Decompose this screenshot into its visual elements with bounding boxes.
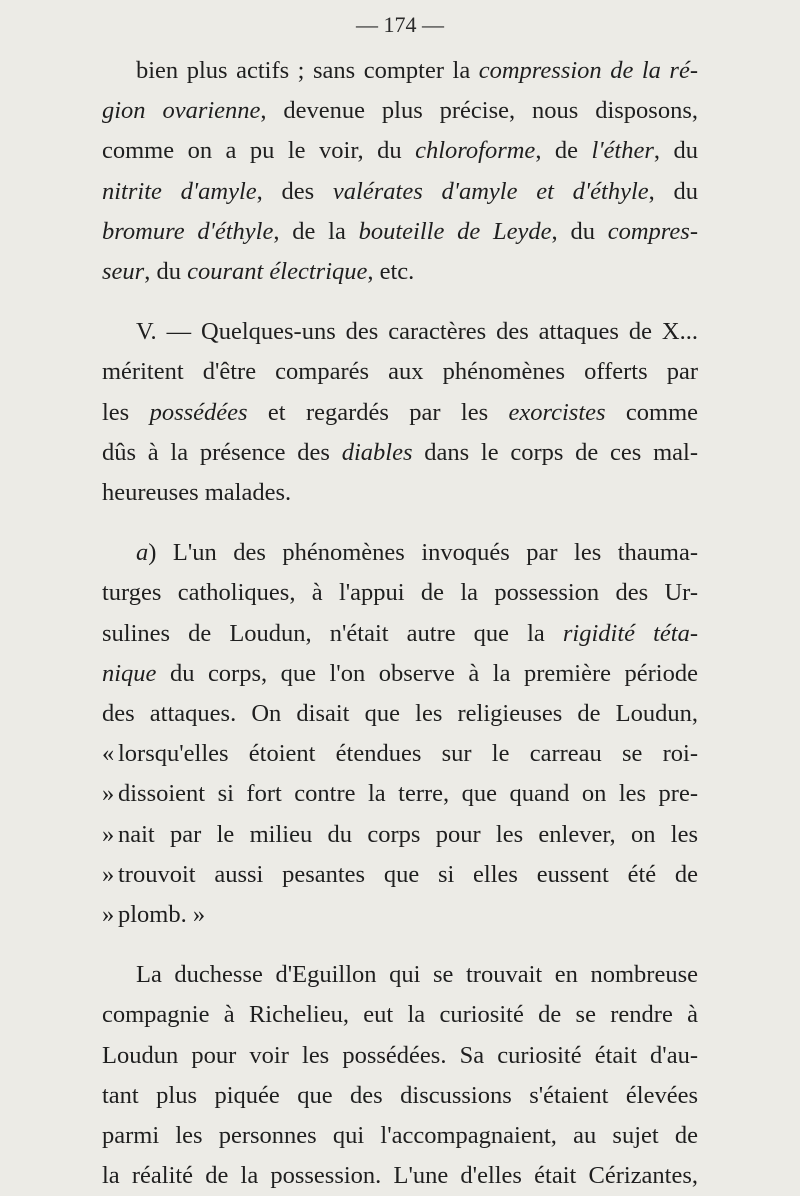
- text-run: des attaques. On disait que les religieuses de Loudun,: [102, 700, 698, 728]
- text-run: , etc.: [367, 258, 415, 286]
- text-line: [102, 473, 698, 513]
- text-run: heureuses malades.: [102, 479, 292, 507]
- text-run: les: [102, 398, 150, 426]
- text-line: [102, 815, 698, 855]
- text-run: plomb. »: [118, 901, 206, 929]
- page-header: — 174 —: [356, 12, 444, 37]
- text-run: , du: [144, 258, 188, 286]
- text-line: [102, 774, 698, 814]
- italic-term: a: [136, 539, 149, 567]
- text-line: [102, 995, 698, 1035]
- text-run: , du: [653, 137, 699, 165]
- text-run: bien plus actifs ; sans compter la: [136, 57, 479, 84]
- paragraph-gap: [102, 935, 698, 955]
- paragraph-gap: [102, 513, 698, 533]
- text-run: Loudun pour voir les possédées. Sa curiosité était d'au-: [102, 1041, 698, 1069]
- text-run: , des: [256, 177, 333, 205]
- italic-term: l'éther: [591, 137, 654, 165]
- text-run: dans le corps de ces mal-: [412, 438, 698, 466]
- italic-term: valérates d'amyle et d'éthyle: [332, 177, 649, 205]
- quote-mark: »: [102, 901, 115, 929]
- text-line: [102, 393, 698, 433]
- italic-term: possédées: [149, 398, 248, 426]
- text-line: [102, 694, 698, 734]
- text-line: [102, 734, 698, 774]
- text-line: [102, 1156, 698, 1196]
- text-line: [102, 533, 698, 573]
- text-line: [102, 955, 698, 995]
- text-line: [102, 573, 698, 613]
- text-line: [102, 51, 698, 91]
- text-line: [102, 131, 698, 171]
- quote-mark: »: [102, 860, 115, 888]
- text-run: , devenue plus précise, nous disposons,: [260, 97, 698, 125]
- italic-term: nitrite d'amyle: [102, 177, 257, 205]
- italic-term: compression de la ré-: [478, 57, 698, 84]
- paragraph-gap: [102, 292, 698, 312]
- text-run: nait par le milieu du corps pour les enlever, on les: [118, 820, 698, 848]
- text-line: [102, 91, 698, 131]
- text-line: [102, 1116, 698, 1156]
- italic-term: courant électrique: [187, 258, 368, 286]
- text-line: [102, 252, 698, 292]
- text-run: comme: [605, 398, 699, 426]
- text-run: sulines de Loudun, n'était autre que la: [102, 619, 563, 647]
- body-text: [102, 51, 698, 1196]
- text-line: [102, 1076, 698, 1116]
- italic-term: nique: [102, 659, 157, 687]
- text-line: [102, 312, 698, 352]
- text-line: [102, 172, 698, 212]
- text-line: [102, 614, 698, 654]
- text-line: [102, 855, 698, 895]
- text-run: parmi les personnes qui l'accompagnaient, au sujet de: [102, 1122, 698, 1150]
- italic-term: gion ovarienne: [102, 97, 261, 125]
- text-run: , du: [648, 177, 698, 205]
- text-run: , de: [535, 137, 592, 165]
- text-run: , de la: [273, 217, 359, 245]
- text-run: dissoient si fort contre la terre, que quand on les pre-: [118, 780, 698, 808]
- text-line: [102, 654, 698, 694]
- italic-term: rigidité téta-: [562, 619, 698, 647]
- text-run: trouvoit aussi pesantes que si elles eussent été de: [118, 860, 698, 888]
- italic-term: seur: [102, 258, 145, 286]
- text-run: comme on a pu le voir, du: [102, 137, 416, 165]
- text-run: turges catholiques, à l'appui de la possession des Ur-: [102, 579, 698, 607]
- quote-mark: «: [102, 740, 115, 768]
- italic-term: exorcistes: [508, 398, 606, 426]
- text-run: la réalité de la possession. L'une d'elles était Cérizantes,: [102, 1162, 698, 1190]
- italic-term: chloroforme: [415, 137, 536, 165]
- text-run: tant plus piquée que des discussions s'étaient élevées: [102, 1081, 698, 1109]
- italic-term: bouteille de Leyde: [358, 217, 552, 245]
- text-run: et regardés par les: [247, 398, 509, 426]
- text-run: , du: [551, 217, 608, 245]
- text-run: lorsqu'elles étoient étendues sur le carreau se roi-: [118, 740, 698, 768]
- text-run: du corps, que l'on observe à la première période: [156, 659, 698, 687]
- text-run: ) L'un des phénomènes invoqués par les thauma-: [148, 539, 698, 567]
- text-line: [102, 433, 698, 473]
- text-line: [102, 1036, 698, 1076]
- text-run: V. — Quelques-uns des caractères des attaques de X...: [136, 318, 698, 346]
- italic-term: diables: [341, 438, 413, 466]
- text-run: dûs à la présence des: [102, 438, 342, 466]
- italic-term: bromure d'éthyle: [102, 217, 274, 245]
- text-run: compagnie à Richelieu, eut la curiosité de se rendre à: [102, 1001, 698, 1029]
- quote-mark: »: [102, 820, 115, 848]
- text-run: méritent d'être comparés aux phénomènes offerts par: [102, 358, 698, 386]
- italic-term: compres-: [607, 217, 698, 245]
- text-line: [102, 352, 698, 392]
- text-line: [102, 212, 698, 252]
- text-line: [102, 895, 698, 935]
- text-run: La duchesse d'Eguillon qui se trouvait en nombreuse: [136, 961, 698, 989]
- quote-mark: »: [102, 780, 115, 808]
